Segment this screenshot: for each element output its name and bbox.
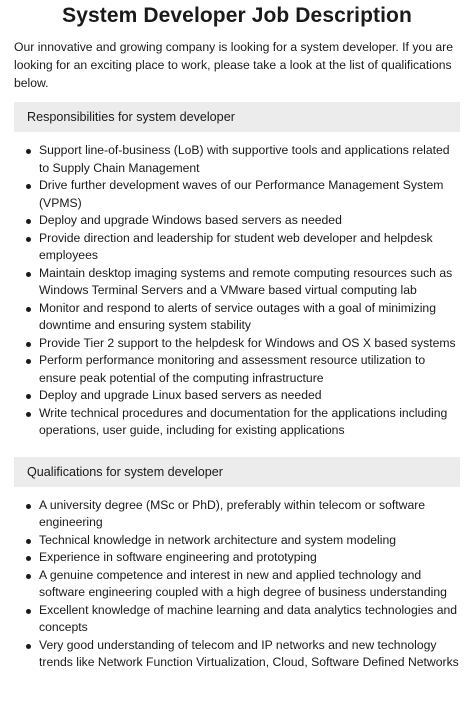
list-item: Monitor and respond to alerts of service outages with a goal of minimizing downtime and ensuring system stability: [39, 300, 460, 335]
intro-paragraph: Our innovative and growing company is looking for a system developer. If you are looking for an exciting place to work, please take a look at the list of qualifications below.: [14, 40, 453, 90]
list-item: Excellent knowledge of machine learning and data analytics technologies and concepts: [39, 602, 460, 637]
list-item: Maintain desktop imaging systems and remote computing resources such as Windows Terminal Servers and a VMware based virtual computing lab: [39, 265, 460, 300]
list-item: Experience in software engineering and prototyping: [39, 549, 460, 567]
list-item: Technical knowledge in network architecture and system modeling: [39, 532, 460, 550]
responsibilities-header: Responsibilities for system developer: [14, 102, 460, 132]
list-item: Perform performance monitoring and assessment resource utilization to ensure peak potential of the computing infrastructure: [39, 352, 460, 387]
list-item: Support line-of-business (LoB) with supportive tools and applications related to Supply Chain Management: [39, 142, 460, 177]
list-item: Provide direction and leadership for student web developer and helpdesk employees: [39, 230, 460, 265]
page-title: System Developer Job Description: [62, 4, 412, 27]
list-item: Deploy and upgrade Windows based servers as needed: [39, 212, 460, 230]
qualifications-header: Qualifications for system developer: [14, 457, 460, 487]
list-item: A genuine competence and interest in new and applied technology and software engineering coupled with a high degree of business understanding: [39, 567, 460, 602]
section-gap: [14, 440, 460, 447]
responsibilities-list: [14, 142, 460, 440]
qualifications-list: [14, 497, 460, 672]
list-item: Deploy and upgrade Linux based servers as needed: [39, 387, 460, 405]
list-item: A university degree (MSc or PhD), preferably within telecom or software engineering: [39, 497, 460, 532]
list-item: Drive further development waves of our Performance Management System (VPMS): [39, 177, 460, 212]
list-item: Very good understanding of telecom and IP networks and new technology trends like Network Function Virtualization, Cloud, Software Defined Networks: [39, 637, 460, 672]
list-item: Provide Tier 2 support to the helpdesk for Windows and OS X based systems: [39, 335, 460, 353]
list-item: Write technical procedures and documentation for the applications including operations, user guide, including for existing applications: [39, 405, 460, 440]
